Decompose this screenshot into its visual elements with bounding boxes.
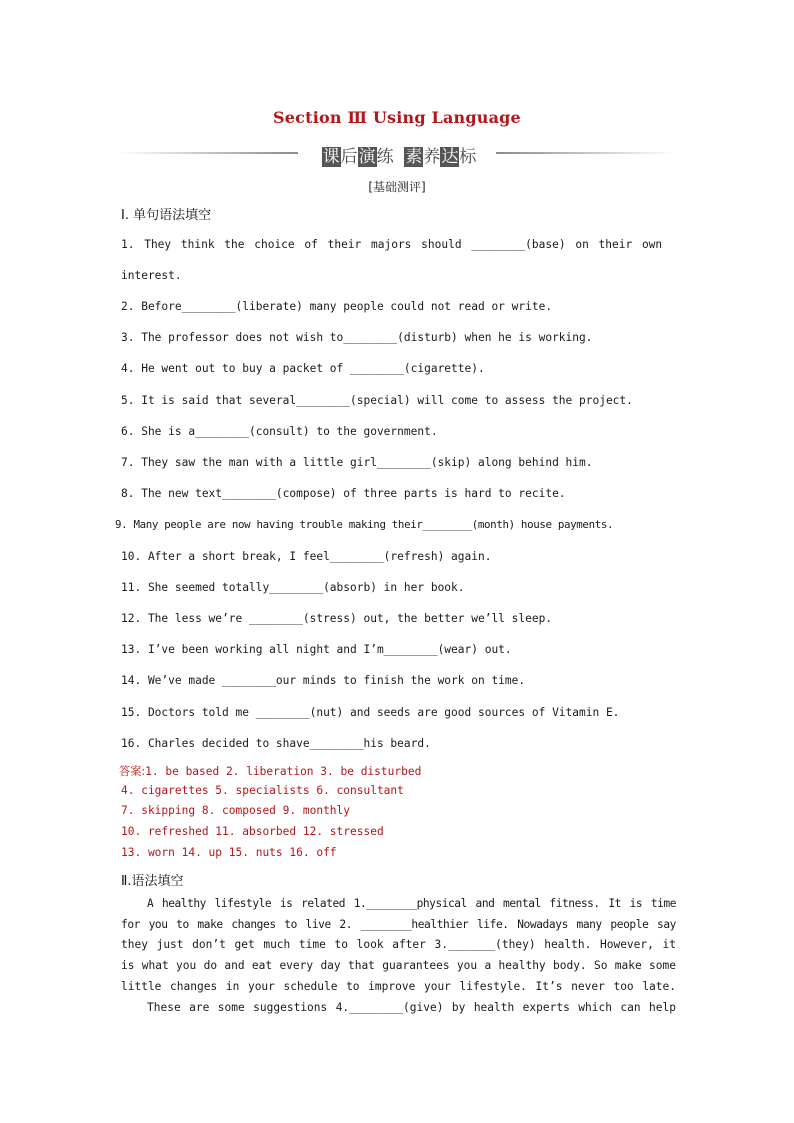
- passage-line-1: A healthy lifestyle is related 1.________physical and mental fitness. It is time: [147, 897, 676, 910]
- answer-label: 答案:: [119, 765, 146, 778]
- passage-line-6: These are some suggestions 4.________(give) by health experts which can help: [147, 1000, 676, 1014]
- banner-right-rule: [496, 152, 676, 154]
- question-1-line-1: 1. They think the choice of their majors should ________(base) on their own: [121, 238, 663, 251]
- question-2: 2. Before________(liberate) many people could not read or write.: [121, 300, 553, 313]
- passage: [121, 894, 676, 1018]
- answer-line-5: 13. worn 14. up 15. nuts 16. off: [121, 846, 337, 859]
- passage-line-5: little changes in your schedule to improve your lifestyle. It’s never too late.: [121, 979, 676, 993]
- banner-char-6: 养: [423, 147, 441, 167]
- question-12: 12. The less we’re ________(stress) out, the better we’ll sleep.: [121, 612, 553, 625]
- question-8: 8. The new text________(compose) of three parts is hard to recite.: [121, 487, 566, 500]
- banner-char-7: 达: [441, 147, 459, 167]
- banner-char-2: 后: [340, 147, 358, 167]
- question-15: 15. Doctors told me ________(nut) and seeds are good sources of Vitamin E.: [121, 706, 620, 719]
- banner-text: [304, 142, 494, 167]
- question-16: 16. Charles decided to shave________his beard.: [121, 737, 431, 750]
- answer-line-1: [119, 763, 421, 779]
- banner-char-8: 标: [459, 147, 477, 167]
- answer-line-3: 7. skipping 8. composed 9. monthly: [121, 804, 351, 817]
- section-2-heading: Ⅱ.语法填空: [121, 874, 184, 889]
- banner-char-1: 课: [322, 147, 340, 167]
- answer-text-1: 1. be based 2. liberation 3. be disturbed: [145, 765, 422, 778]
- question-13: 13. I’ve been working all night and I’m________(wear) out.: [121, 643, 512, 656]
- question-3: 3. The professor does not wish to________(disturb) when he is working.: [121, 331, 593, 344]
- subtitle: [基础测评]: [368, 180, 426, 194]
- banner-char-5: 素: [405, 147, 423, 167]
- passage-line-4: is what you do and eat every day that guarantees you a healthy body. So make some: [121, 959, 676, 973]
- question-5: 5. It is said that several________(special) will come to assess the project.: [121, 394, 633, 407]
- section-banner: [118, 142, 676, 167]
- answer-line-4: 10. refreshed 11. absorbed 12. stressed: [121, 825, 384, 838]
- question-6: 6. She is a________(consult) to the government.: [121, 425, 438, 438]
- answer-line-2: 4. cigarettes 5. specialists 6. consultant: [121, 784, 404, 797]
- banner-char-3: 演: [358, 147, 376, 167]
- passage-line-2: for you to make changes to live 2. ________healthier life. Nowadays many people say: [121, 917, 676, 931]
- passage-line-3: they just don’t get much time to look after 3._______(they) health. However, it: [121, 938, 676, 952]
- question-7: 7. They saw the man with a little girl________(skip) along behind him.: [121, 456, 593, 469]
- question-1-line-2: interest.: [121, 269, 182, 282]
- question-9: 9. Many people are now having trouble making their________(month) house payments.: [115, 518, 614, 531]
- question-4: 4. He went out to buy a packet of ________(cigarette).: [121, 362, 485, 375]
- question-11: 11. She seemed totally________(absorb) in her book.: [121, 581, 465, 594]
- banner-left-rule: [118, 152, 298, 154]
- question-14: 14. We’ve made ________our minds to finish the work on time.: [121, 674, 526, 687]
- banner-char-4: 练: [376, 147, 394, 167]
- question-10: 10. After a short break, I feel________(refresh) again.: [121, 550, 492, 563]
- section-title: Section Ⅲ Using Language: [273, 108, 521, 127]
- section-1-heading: Ⅰ. 单句语法填空: [121, 208, 212, 223]
